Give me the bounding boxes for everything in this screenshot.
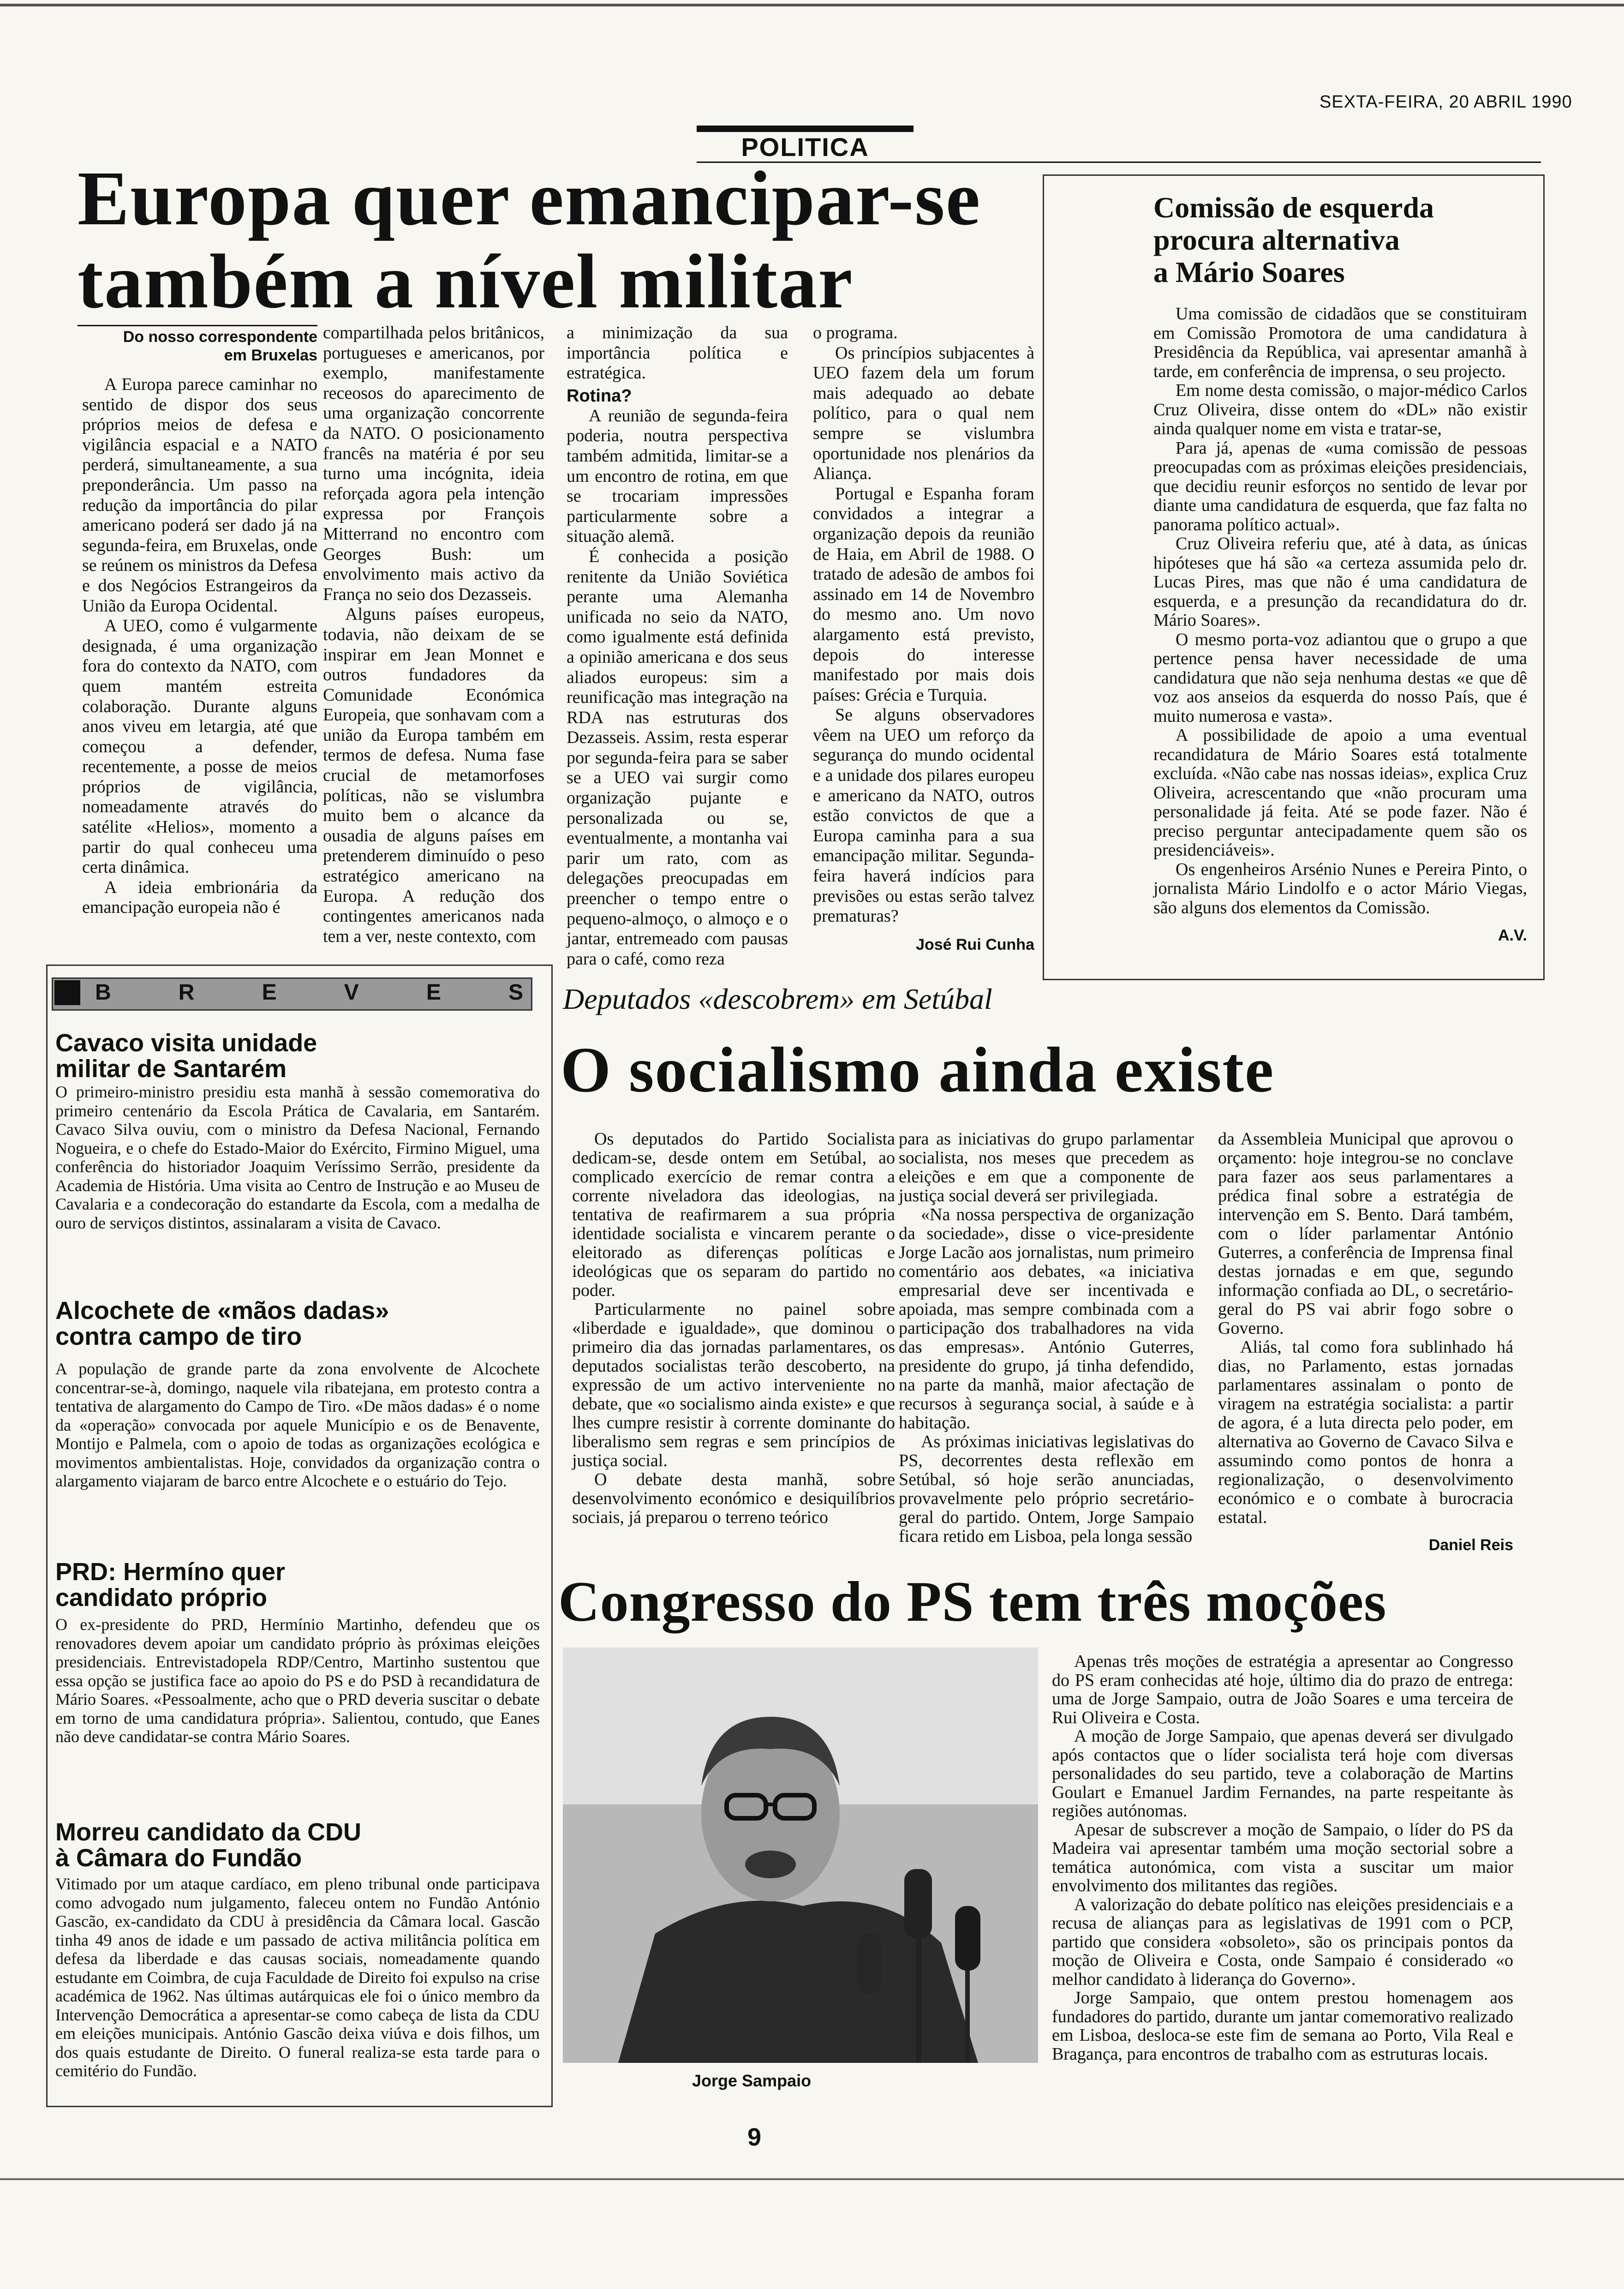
- byline-line-2: em Bruxelas: [224, 347, 317, 364]
- brief-headline-line: PRD: Hermíno quer: [55, 1558, 286, 1586]
- main-article-column-4: [813, 323, 1034, 954]
- portrait-photo: [563, 1648, 1038, 2063]
- brief-headline-line: contra campo de tiro: [55, 1323, 302, 1350]
- paragraph: Particularmente no painel sobre «liberdade e igualdade», que dominou o primeiro dia das jornadas parlamentares, os deputados socialistas terão descoberto, na expressão de um activo interveniente no debate, que «o socialismo ainda existe» e que lhes cumpre resistir à corrente dominante do liberalismo sem regras e sem princípios de justiça social.: [572, 1300, 895, 1470]
- top-border: [0, 4, 1624, 6]
- brief-headline: [55, 1819, 544, 1871]
- paragraph: A possibilidade de apoio a uma eventual recandidatura de Mário Soares está totalmente excluída. «Não cabe nas nossas ideias», explica Cruz Oliveira, acrescentando que «não procuram uma personalidade já feita. Até se pode fazer. Não é preciso perguntar antecipadamente quem são os presidenciáveis».: [1153, 725, 1527, 860]
- main-article-column-3: [567, 323, 788, 969]
- article-headline: O socialismo ainda existe: [561, 1034, 1275, 1106]
- paragraph: A Europa parece caminhar no sentido de dispor dos seus próprios meios de defesa e vigilância espacial e a NATO perderá, simultaneamente, a sua preponderância. Um passo na redução da importância do pilar americano poderá ser dado já na segunda-feira, em Bruxelas, onde se reúnem os ministros da Defesa e dos Negócios Estrangeiros da União da Europa Ocidental.: [82, 375, 317, 616]
- subheading: Rotina?: [567, 386, 632, 406]
- paragraph: «Na nossa perspectiva de organização da sociedade», disse o vice-presidente Jorge Lacão aos jornalistas, num primeiro comentário aos debates, «a iniciativa empresarial deve ser incentivada e apoiada, mas sempre combinada com a participação dos trabalhadores na vida das empresas». António Guterres, presidente do grupo, já tinha defendido, na parte da manhã, maior afectação de recursos à segurança social, à saúde e à habitação.: [899, 1205, 1194, 1432]
- paragraph: A UEO, como é vulgarmente designada, é uma organização fora do contexto da NATO, com quem mantém estreita colaboração. Durante alguns anos viveu em letargia, até que começou a defender, recentemente, a posse de meios próprios de vigilância, nomeadamente através do satélite «Helios», momento a partir do qual conheceu uma certa dinâmica.: [82, 616, 317, 877]
- breves-square-icon: [54, 980, 80, 1005]
- headline-line-2: também a nível militar: [78, 239, 854, 324]
- section-label: POLITICA: [697, 126, 914, 162]
- socialismo-column-1: [572, 1130, 895, 1527]
- breves-letter: S: [508, 980, 523, 1005]
- paragraph: Os deputados do Partido Socialista dedicam-se, desde ontem em Setúbal, ao complicado exercício de remar contra a corrente niveladora das ideologias, na tentativa de reafirmarem a sua própria identidade socialista e vincarem perante o eleitorado as diferenças políticas e ideológicas que os separam do partido no poder.: [572, 1129, 895, 1300]
- paragraph: Jorge Sampaio, que ontem prestou homenagem aos fundadores do partido, durante um jantar comemorativo realizado em Lisboa, desloca-se este fim de semana ao Porto, Vila Real e Bragança, para encontros de trabalho com as estruturas locais.: [1052, 1988, 1513, 2064]
- paragraph: Alguns países europeus, todavia, não deixam de se inspirar em Jean Monnet e outros fundadores da Comunidade Económica Europeia, que sonhavam com a união da Europa também em termos de defesa. Numa fase crucial de metamorfoses políticas, não se vislumbra muito bem o alcance da ousadia de alguns países em pretenderem diminuído o peso estratégico americano na Europa. A redução dos contingentes americanos nada tem a ver, neste contexto, com: [323, 605, 544, 946]
- breves-header-label: [88, 977, 531, 1008]
- paragraph: A valorização do debate político nas eleições presidenciais e a recusa de alianças para as legislativas de 1991 com o PCP, partido que considera «obsoleto», são os principais pontos da moção de Oliveira e Costa, onde Sampaio é considerado «o melhor candidato à liderança do Governo».: [1052, 1894, 1513, 1989]
- sidebar-text: [1153, 305, 1527, 945]
- brief-headline-line: candidato próprio: [55, 1584, 267, 1612]
- brief-headline-line: Alcochete de «mãos dadas»: [55, 1297, 389, 1324]
- paragraph: Em nome desta comissão, o major-médico Carlos Cruz Oliveira, disse ontem do «DL» não existir ainda qualquer nome em vista e tratar-se,: [1153, 381, 1527, 438]
- paragraph: O mesmo porta-voz adiantou que o grupo a que pertence pensa haver necessidade de uma candidatura que não seja nenhuma destas «e que dê voz aos anseios da esquerda do nosso País, que é muito numerosa e vasta».: [1153, 629, 1527, 726]
- brief-text: Vitimado por um ataque cardíaco, em pleno tribunal onde participava como advogado num julgamento, faleceu ontem no Fundão António Gascão, ex-candidato da CDU à presidência da Câmara local. Gascão tinha 49 anos de idade e um passado de activa militância política em defesa da liberdade e das causas sociais, nomeadamente quando estudante em Coimbra, de cuja Faculdade de Direito foi expulso na crise académica de 1962. Nas últimas autárquicas ele foi o único membro da Intervenção Democrática a apresentar-se como cabeça de lista da CDU em eleições municipais. António Gascão deixa viúva e dois filhos, um dos quais estudante de Direito. O funeral realiza-se esta tarde para o cemitério do Fundão.: [55, 1875, 540, 2080]
- brief-headline: [55, 1030, 544, 1082]
- byline-line-1: Do nosso correspondente: [123, 328, 317, 346]
- brief-headline: [55, 1559, 544, 1611]
- paragraph: Portugal e Espanha foram convidados a integrar a organização depois da reunião de Haia, em Abril de 1988. O tratado de adesão de ambos foi assinado em 14 de Novembro do mesmo ano. Um novo alargamento está previsto, depois do interesse manifestado por mais dois países: Grécia e Turquia.: [813, 484, 1034, 705]
- brief-headline-line: militar de Santarém: [55, 1055, 287, 1083]
- issue-date: SEXTA-FEIRA, 20 ABRIL 1990: [1320, 92, 1572, 112]
- paragraph: Uma comissão de cidadãos que se constituiram em Comissão Promotora de uma candidatura à Presidência da República, vai apresentar amanhã à tarde, em conferência de imprensa, o seu projecto.: [1153, 304, 1527, 381]
- brief-headline-line: Cavaco visita unidade: [55, 1029, 317, 1057]
- breves-letter: E: [426, 980, 441, 1005]
- brief-text: O primeiro-ministro presidiu esta manhã à sessão comemorativa do primeiro centenário da Escola Prática de Cavalaria, em Santarém. Cavaco Silva ouviu, com o ministro da Defesa Nacional, Fernando Nogueira, e o chefe do Estado-Maior do Exército, Firmino Miguel, uma conferência do historiador Joaquim Veríssimo Serrão, presidente da Academia de História. Uma visita ao Centro de Instrução e ao Museu de Cavalaria e a condecoração do estandarte da Escola, com a medalha de ouro de serviços distintos, assinalaram a visita de Cavaco.: [55, 1083, 540, 1232]
- brief-text: O ex-presidente do PRD, Hermínio Martinho, defendeu que os renovadores devem apoiar um candidato próprio às próximas eleições presidenciais. Entrevistadopela RDP/Centro, Martinho sustentou que essa opção se justifica face ao apoio do PS e do PSD à recandidatura de Mário Soares. «Pessoalmente, acho que o PRD deveria suscitar o debate em torno de uma candidatura própria». Salientou, contudo, que Eanes não deve candidatar-se contra Mário Soares.: [55, 1615, 540, 1746]
- paragraph: Para já, apenas de «uma comissão de pessoas preocupadas com as próximas eleições presidenciais, que decidiu reunir esforços no sentido de levar por diante uma candidatura de esquerda, que faz falta no panorama político actual».: [1153, 438, 1527, 534]
- paragraph: Apesar de subscrever a moção de Sampaio, o líder do PS da Madeira vai apresentar também uma moção sectorial sobre a temática autonómica, com vista a suscitar um maior envolvimento dos militantes das regiões.: [1052, 1820, 1513, 1895]
- congresso-text: [1052, 1652, 1513, 2063]
- sidebar-headline-line: a Mário Soares: [1153, 256, 1345, 288]
- paragraph: O debate desta manhã, sobre desenvolvimento económico e desiquilíbrios sociais, já preparou o terreno teórico: [572, 1470, 895, 1527]
- byline-rule: [78, 325, 317, 326]
- bottom-border: [0, 2178, 1624, 2180]
- paragraph: Apenas três moções de estratégia a apresentar ao Congresso do PS eram conhecidas até hoje, último dia do prazo de entrega: uma de Jorge Sampaio, outra de João Soares e uma terceira de Rui Oliveira e Costa.: [1052, 1652, 1513, 1727]
- headline-line-1: Europa quer emancipar-se: [78, 156, 981, 241]
- breves-letter: R: [178, 980, 195, 1005]
- paragraph: Se alguns observadores vêem na UEO um reforço da segurança do mundo ocidental e a unidade dos pilares europeu e americano da NATO, outros estão convictos de que a Europa caminha para a sua emancipação militar. Segunda-feira haverá indícios para previsões ou estas serão talvez prematuras?: [813, 705, 1034, 926]
- sidebar-signature: A.V.: [1498, 927, 1527, 944]
- breves-letter: E: [262, 980, 277, 1005]
- paragraph: da Assembleia Municipal que aprovou o orçamento: hoje integrou-se no conclave para fazer aos seus parlamentares a prédica final sobre a estratégia de intervenção em S. Bento. Dará também, com o líder parlamentar António Guterres, a conferência de Imprensa final destas jornadas e em que, segundo informação confiada ao DL, o secretário-geral do PS vai abrir fogo sobre o Governo.: [1218, 1129, 1513, 1338]
- page-number: 9: [747, 2123, 762, 2151]
- brief-text: A população de grande parte da zona envolvente de Alcochete concentrar-se-à, domingo, naquele vila ribatejana, em protesto contra a tentativa de alargamento do Campo de Tiro. «De mãos dadas» é o nome da «operação» convocada por aquele Município e os de Benavente, Montijo e Palmela, com o apoio de todas as organizações ecológica e movimentos ambientalistas. Hoje, convidados da organização contra o alargamento viajaram de barco entre Alcochete e o estuário do Tejo.: [55, 1360, 540, 1490]
- socialismo-column-2: [899, 1130, 1194, 1546]
- main-article-column-1: [82, 375, 317, 918]
- article-kicker: Deputados «descobrem» em Setúbal: [563, 983, 992, 1015]
- paragraph: compartilhada pelos britânicos, portugueses e americanos, por exemplo, manifestamente receosos do aparecimento de uma organização concorrente da NATO. O posicionamento francês na matéria é por seu turno uma incógnita, ideia reforçada agora pela intenção expressa por François Mitterrand no encontro com Georges Bush: um envolvimento mais activo da França no seio dos Dezasseis.: [323, 323, 544, 604]
- sidebar-headline: [1153, 192, 1532, 288]
- article-headline: Congresso do PS tem três moções: [558, 1570, 1387, 1633]
- author-signature: Daniel Reis: [1428, 1536, 1513, 1554]
- main-headline: [78, 157, 1028, 323]
- paragraph: A ideia embrionária da emancipação europeia não é: [82, 877, 317, 917]
- paragraph: Os princípios subjacentes à UEO fazem dela um forum mais adequado ao debate político, para o qual nem sempre se vislumbra oportunidade nos plenários da Aliança.: [813, 343, 1034, 484]
- photo-caption: Jorge Sampaio: [692, 2071, 812, 2090]
- paragraph: Os engenheiros Arsénio Nunes e Pereira Pinto, o jornalista Mário Lindolfo e o actor Mário Viegas, são alguns dos elementos da Comissão.: [1153, 859, 1527, 917]
- paragraph: a minimização da sua importância política e estratégica.: [567, 323, 788, 383]
- socialismo-column-3: [1218, 1130, 1513, 1554]
- paragraph: o programa.: [813, 323, 898, 342]
- brief-headline-line: à Câmara do Fundão: [55, 1844, 302, 1872]
- author-signature: José Rui Cunha: [916, 935, 1034, 953]
- paragraph: para as iniciativas do grupo parlamentar socialista, nos meses que precedem as eleições e em que a componente de justiça social deverá ser privilegiada.: [899, 1129, 1194, 1205]
- sidebar-headline-line: procura alternativa: [1153, 223, 1400, 256]
- paragraph: Aliás, tal como fora sublinhado há dias, no Parlamento, estas jornadas parlamentares assinalam o ponto de viragem na estratégia socialista: a partir de agora, é a luta directa pelo poder, em alternativa ao Governo de Cavaco Silva e assumindo como pontos de honra a regionalização, o desenvolvimento económico e o combate à burocracia estatal.: [1218, 1337, 1513, 1527]
- paragraph: É conhecida a posição renitente da União Soviética perante uma Alemanha unificada no seio da NATO, como igualmente está definida a opinião americana e dos seus aliados europeus: sim a reunificação mas integração na RDA nas estruturas dos Dezasseis. Assim, resta esperar por segunda-feira para se saber se a UEO vai surgir como organização pujante e personalizada ou se, eventualmente, a montanha vai parir um rato, com as delegações preocupadas em preencher o tempo entre o pequeno-almoço, o almoço e o jantar, entremeado com pausas para o café, como reza: [567, 546, 788, 969]
- main-article-column-2: [323, 323, 544, 947]
- brief-headline-line: Morreu candidato da CDU: [55, 1818, 362, 1846]
- paragraph: A moção de Jorge Sampaio, que apenas deverá ser divulgado após contactos que o líder socialista terá hoje com diversas personalidades do seu partido, teve a colaboração de Martins Goulart e Emanuel Jardim Fernandes, na parte respeitante às regiões autónomas.: [1052, 1726, 1513, 1821]
- paragraph: Cruz Oliveira referiu que, até à data, as únicas hipóteses que há são «a certeza assumida pelo dr. Lucas Pires, mas que não é uma candidatura de esquerda, e a presunção da recandidatura do dr. Mário Soares».: [1153, 534, 1527, 630]
- brief-headline: [55, 1298, 544, 1349]
- byline: [78, 328, 317, 365]
- sidebar-headline-line: Comissão de esquerda: [1153, 191, 1434, 224]
- breves-letter: V: [344, 980, 359, 1005]
- paragraph: A reunião de segunda-feira poderia, noutra perspectiva também admitida, limitar-se a um encontro de rotina, em que se trocariam impressões particularmente sobre a situação alemã.: [567, 406, 788, 546]
- portrait-illustration: [563, 1648, 1038, 2063]
- paragraph: As próximas iniciativas legislativas do PS, decorrentes desta reflexão em Setúbal, só hoje serão anunciadas, provavelmente pelo próprio secretário-geral do partido. Ontem, Jorge Sampaio ficara retido em Lisboa, pela longa sessão: [899, 1432, 1194, 1546]
- breves-letter: B: [95, 980, 111, 1005]
